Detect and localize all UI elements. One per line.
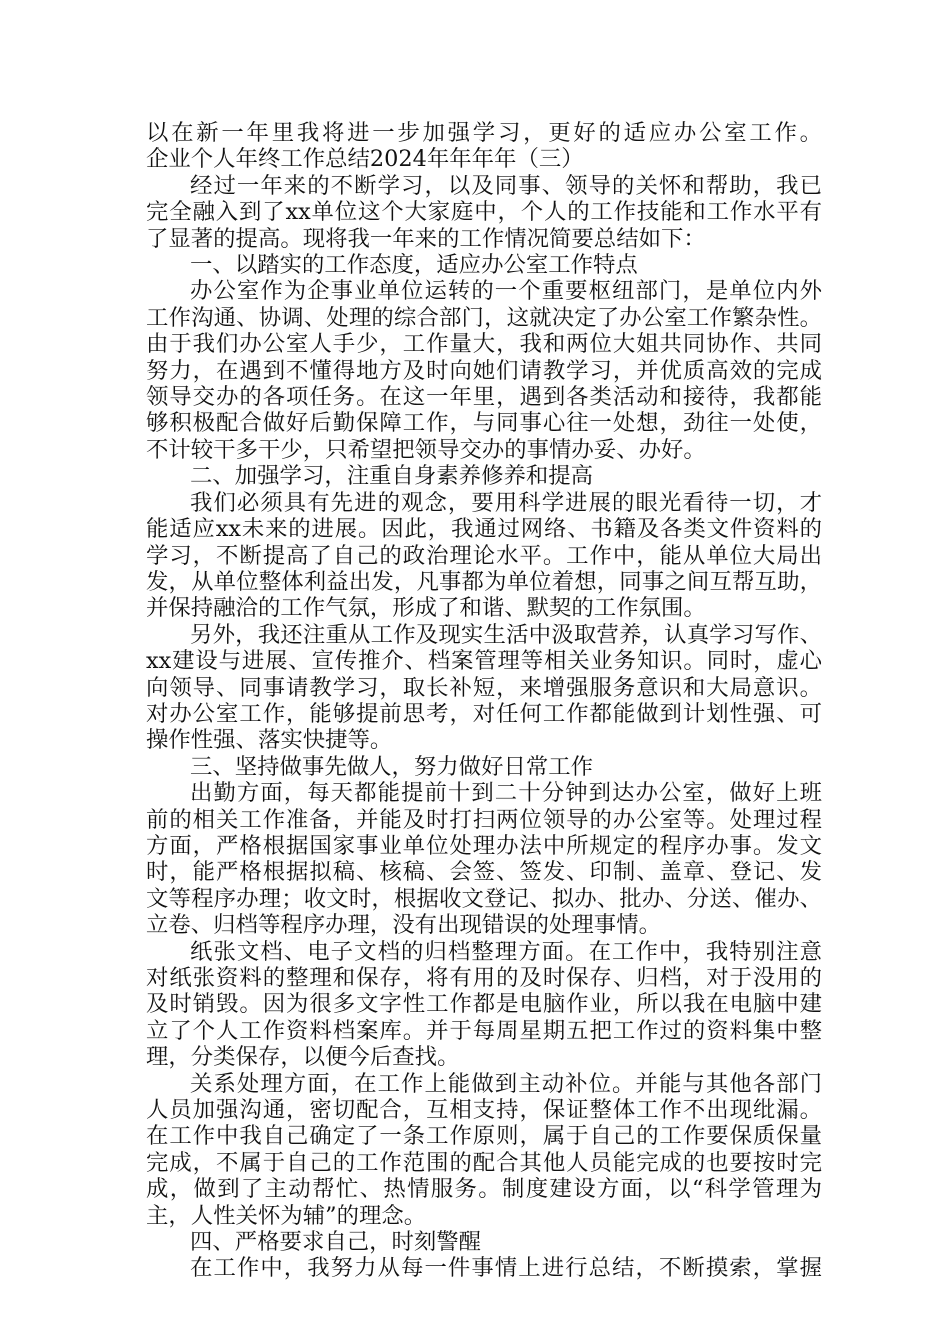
text-line: 一、以踏实的工作态度，适应办公室工作特点 [190, 252, 638, 279]
text-line: 领导交办的各项任务。在这一年里，遇到各类活动和接待，我都能 [146, 384, 822, 411]
text-line: 主，人性关怀为辅”的理念。 [146, 1202, 427, 1229]
text-line: 够积极配合做好后勤保障工作，与同事心往一处想，劲往一处使， [146, 410, 822, 437]
text-line: 企业个人年终工作总结2024年年年年（三） [146, 146, 584, 173]
text-line: 文等程序办理；收文时，根据收文登记、拟办、批办、分送、催办、 [146, 885, 822, 912]
text-line: 不计较干多干少，只希望把领导交办的事情办妥、办好。 [146, 436, 706, 463]
text-line: 出勤方面，每天都能提前十到二十分钟到达办公室，做好上班 [190, 780, 822, 807]
text-line: 在工作中我自己确定了一条工作原则，属于自己的工作要保质保量 [146, 1123, 822, 1150]
text-line: 方面，严格根据国家事业单位处理办法中所规定的程序办事。发文 [146, 832, 822, 859]
text-line: 人员加强沟通，密切配合，互相支持，保证整体工作不出现纰漏。 [146, 1097, 822, 1124]
text-line: xx建设与进展、宣传推介、档案管理等相关业务知识。同时，虚心 [146, 648, 822, 675]
text-line: 以在新一年里我将进一步加强学习，更好的适应办公室工作。 [146, 120, 822, 146]
text-line: 纸张文档、电子文档的归档整理方面。在工作中，我特别注意 [190, 938, 822, 965]
text-line: 成，做到了主动帮忙、热情服务。制度建设方面，以“科学管理为 [146, 1176, 822, 1203]
text-line: 理，分类保存，以便今后查找。 [146, 1044, 460, 1071]
text-line: 向领导、同事请教学习，取长补短，来增强服务意识和大局意识。 [146, 674, 822, 701]
text-line: 发，从单位整体利益出发，凡事都为单位着想，同事之间互帮互助， [146, 568, 822, 595]
text-line: 我们必须具有先进的观念，要用科学进展的眼光看待一切，才 [190, 489, 822, 516]
text-line: 操作性强、落实快捷等。 [146, 727, 393, 754]
text-line: 立了个人工作资料档案库。并于每周星期五把工作过的资料集中整 [146, 1017, 822, 1044]
text-line: 对纸张资料的整理和保存，将有用的及时保存、归档，对于没用的 [146, 965, 822, 991]
text-line: 工作沟通、协调、处理的综合部门，这就决定了办公室工作繁杂性。 [146, 304, 822, 331]
text-line: 四、严格要求自己，时刻警醒 [190, 1229, 482, 1256]
text-line: 能适应xx未来的进展。因此，我通过网络、书籍及各类文件资料的 [146, 516, 822, 543]
text-line: 二、加强学习，注重自身素养修养和提高 [190, 463, 594, 490]
text-line: 经过一年来的不断学习，以及同事、领导的关怀和帮助，我已 [190, 172, 822, 199]
text-line: 并保持融洽的工作气氛，形成了和谐、默契的工作氛围。 [146, 595, 706, 622]
text-line: 了显著的提高。现将我一年来的工作情况简要总结如下： [146, 225, 706, 252]
text-line: 关系处理方面，在工作上能做到主动补位。并能与其他各部门 [190, 1070, 822, 1097]
text-line: 另外，我还注重从工作及现实生活中汲取营养，认真学习写作、 [190, 621, 822, 648]
text-line: 完成，不属于自己的工作范围的配合其他人员能完成的也要按时完 [146, 1149, 822, 1176]
text-line: 时，能严格根据拟稿、核稿、会签、签发、印制、盖章、登记、发 [146, 859, 822, 886]
text-line: 学习，不断提高了自己的政治理论水平。工作中，能从单位大局出 [146, 542, 822, 569]
text-line: 前的相关工作准备，并能及时打扫两位领导的办公室等。处理过程 [146, 806, 822, 833]
text-line: 努力，在遇到不懂得地方及时向她们请教学习，并优质高效的完成 [146, 357, 822, 384]
text-line: 三、坚持做事先做人，努力做好日常工作 [190, 753, 594, 780]
text-line: 对办公室工作，能够提前思考，对任何工作都能做到计划性强、可 [146, 700, 822, 727]
text-line: 及时销毁。因为很多文字性工作都是电脑作业，所以我在电脑中建 [146, 991, 822, 1018]
text-line: 由于我们办公室人手少，工作量大，我和两位大姐共同协作、共同 [146, 331, 822, 358]
text-line: 完全融入到了xx单位这个大家庭中，个人的工作技能和工作水平有 [146, 199, 822, 226]
text-line: 办公室作为企事业单位运转的一个重要枢纽部门，是单位内外 [190, 278, 822, 305]
text-line: 在工作中，我努力从每一件事情上进行总结，不断摸索，掌握 [190, 1255, 822, 1282]
text-line: 立卷、归档等程序办理，没有出现错误的处理事情。 [146, 912, 661, 939]
